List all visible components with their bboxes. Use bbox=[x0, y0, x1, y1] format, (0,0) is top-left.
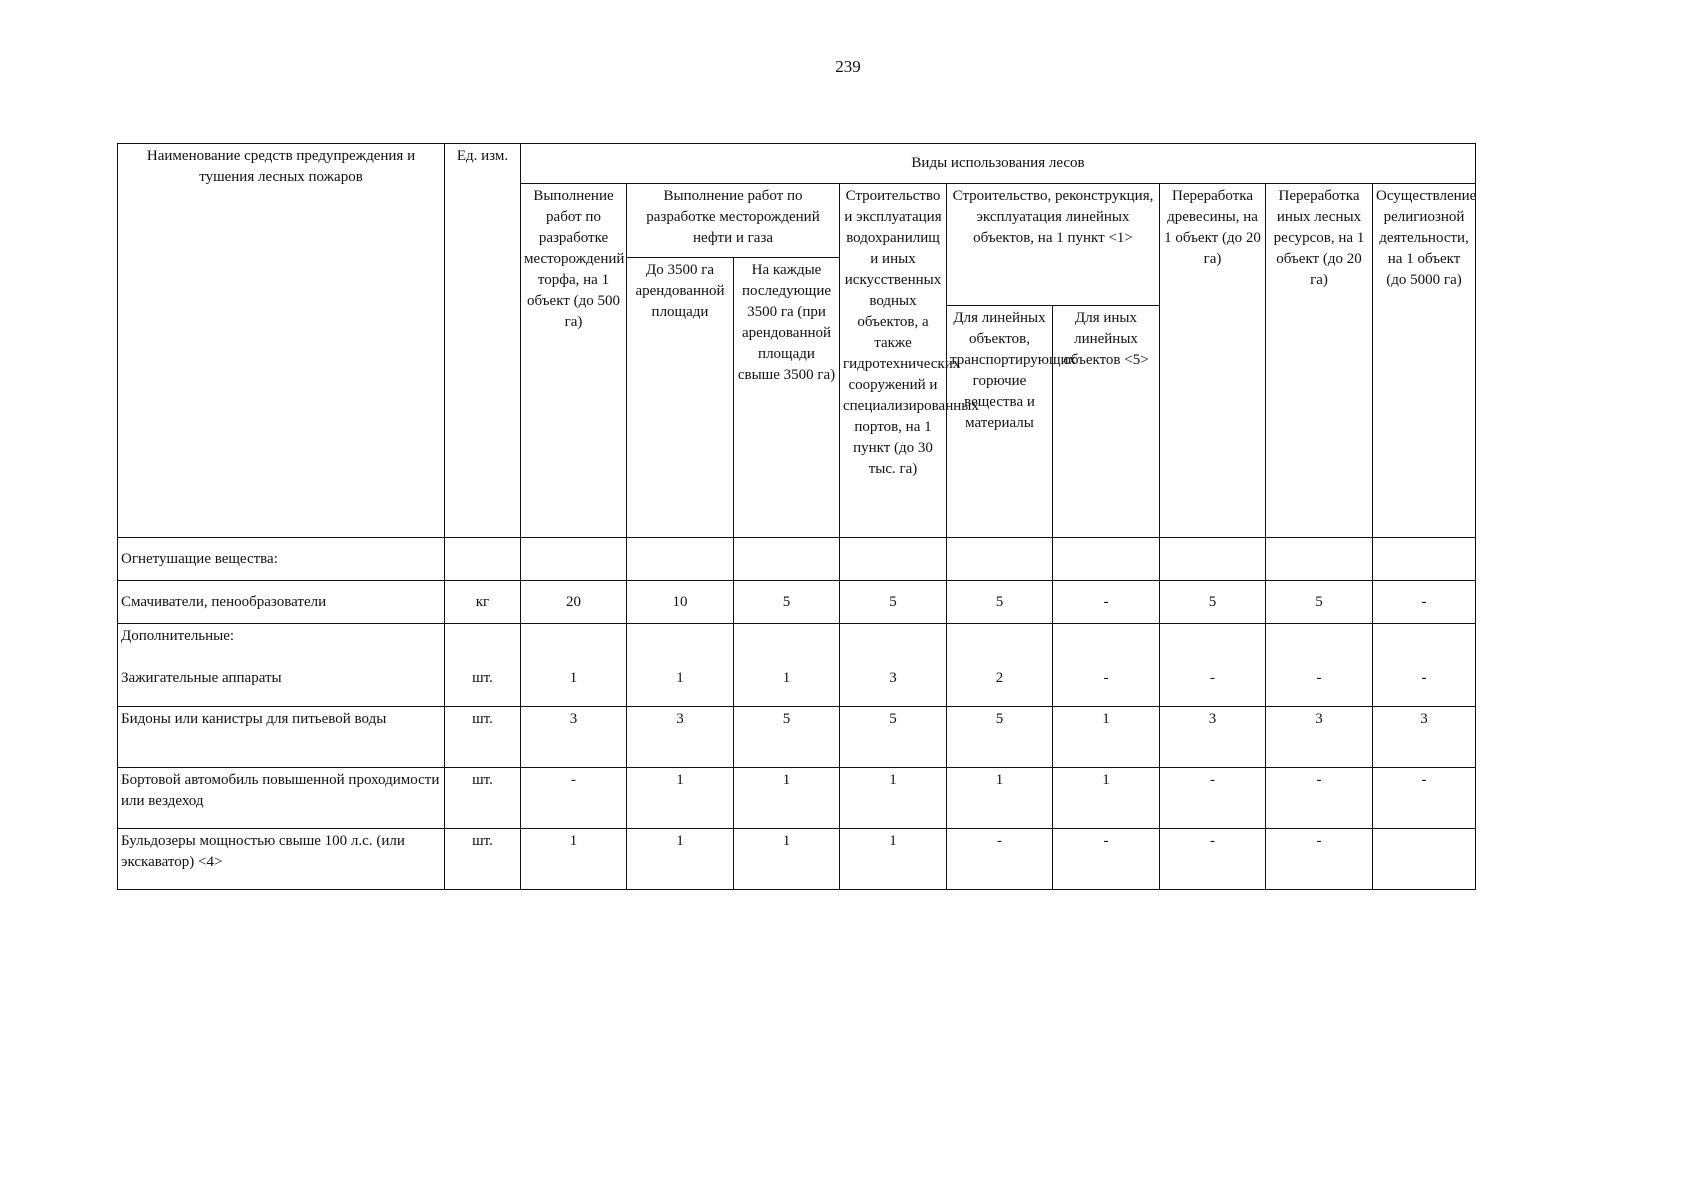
row-value: - bbox=[521, 768, 627, 829]
row-name-text: Зажигательные аппараты bbox=[121, 670, 282, 686]
row-value: 1 bbox=[627, 829, 734, 890]
row-value: 1 bbox=[734, 768, 840, 829]
row-value bbox=[1266, 538, 1373, 581]
row-value bbox=[840, 538, 947, 581]
row-value: 3 bbox=[521, 707, 627, 768]
row-value: 1 bbox=[1053, 707, 1160, 768]
row-unit: шт. bbox=[445, 707, 521, 768]
table-row bbox=[118, 768, 1476, 829]
page-number: 239 bbox=[835, 57, 861, 76]
row-unit bbox=[445, 538, 521, 581]
row-value: 5 bbox=[840, 707, 947, 768]
table-row bbox=[118, 707, 1476, 768]
row-value bbox=[734, 538, 840, 581]
row-value bbox=[947, 538, 1053, 581]
row-value: 1 bbox=[1053, 768, 1160, 829]
row-unit: шт. bbox=[445, 768, 521, 829]
row-value: 10 bbox=[627, 581, 734, 624]
row-value: 1 bbox=[627, 768, 734, 829]
row-value: 20 bbox=[521, 581, 627, 624]
row-name: Смачиватели, пенообразователи bbox=[118, 581, 445, 624]
table-row bbox=[118, 829, 1476, 890]
row-value: - bbox=[1053, 624, 1160, 707]
row-value: 5 bbox=[947, 707, 1053, 768]
row-value: - bbox=[1266, 624, 1373, 707]
row-value bbox=[1160, 538, 1266, 581]
row-value: - bbox=[1266, 829, 1373, 890]
header-name-column: Наименование средств предупреждения и тушения лесных пожаров bbox=[118, 144, 445, 538]
row-value: - bbox=[1160, 624, 1266, 707]
table-row bbox=[118, 624, 1476, 707]
row-value bbox=[521, 538, 627, 581]
header-oil-gas: Выполнение работ по разработке месторождений нефти и газа bbox=[627, 184, 840, 258]
header-linear-flammable: Для линейных объектов, транспортирующих горючие вещества и материалы bbox=[947, 306, 1053, 538]
header-linear-objects: Строительство, реконструкция, эксплуатация линейных объектов, на 1 пункт <1> bbox=[947, 184, 1160, 306]
row-value: 5 bbox=[734, 581, 840, 624]
row-value: 3 bbox=[1373, 707, 1476, 768]
row-value: 1 bbox=[734, 624, 840, 707]
table-row bbox=[118, 581, 1476, 624]
row-value bbox=[627, 538, 734, 581]
row-value: 1 bbox=[521, 624, 627, 707]
row-value: - bbox=[1373, 768, 1476, 829]
row-name: Бидоны или канистры для питьевой воды bbox=[118, 707, 445, 768]
row-value: 3 bbox=[627, 707, 734, 768]
row-value: 1 bbox=[947, 768, 1053, 829]
header-oil-gas-each-next-3500: На каждые последующие 3500 га (при арендованной площади свыше 3500 га) bbox=[734, 258, 840, 538]
row-value: 1 bbox=[521, 829, 627, 890]
row-value: - bbox=[1160, 768, 1266, 829]
row-value: 1 bbox=[840, 829, 947, 890]
row-value bbox=[1053, 538, 1160, 581]
header-religious: Осуществление религиозной деятельности, на 1 объект (до 5000 га) bbox=[1373, 184, 1476, 538]
row-value: 1 bbox=[840, 768, 947, 829]
row-value: 3 bbox=[840, 624, 947, 707]
row-value: - bbox=[1373, 581, 1476, 624]
header-reservoirs: Строительство и эксплуатация водохранилищ и иных искусственных водных объектов, а также гидротехнических сооружений и специализированных портов, на 1 пункт (до 30 тыс. га) bbox=[840, 184, 947, 538]
row-unit: шт. bbox=[445, 624, 521, 707]
row-value: - bbox=[1266, 768, 1373, 829]
additional-label: Дополнительные: bbox=[121, 628, 235, 644]
row-value: 1 bbox=[627, 624, 734, 707]
row-name: Огнетушащие вещества: bbox=[118, 538, 445, 581]
row-value: - bbox=[1053, 581, 1160, 624]
row-value: - bbox=[1373, 624, 1476, 707]
row-unit: шт. bbox=[445, 829, 521, 890]
header-wood-processing: Переработка древесины, на 1 объект (до 20 га) bbox=[1160, 184, 1266, 538]
header-peat: Выполнение работ по разработке месторождений торфа, на 1 объект (до 500 га) bbox=[521, 184, 627, 538]
row-name: Бульдозеры мощностью свыше 100 л.с. (или экскаватор) <4> bbox=[118, 829, 445, 890]
row-value: - bbox=[1053, 829, 1160, 890]
row-value: 5 bbox=[1160, 581, 1266, 624]
row-value bbox=[1373, 538, 1476, 581]
row-name: Бортовой автомобиль повышенной проходимости или вездеход bbox=[118, 768, 445, 829]
header-other-resources: Переработка иных лесных ресурсов, на 1 объект (до 20 га) bbox=[1266, 184, 1373, 538]
row-value: 5 bbox=[1266, 581, 1373, 624]
header-linear-other: Для иных линейных объектов <5> bbox=[1053, 306, 1160, 538]
fire-equipment-norms-table bbox=[117, 143, 1476, 890]
row-value: 3 bbox=[1160, 707, 1266, 768]
row-unit: кг bbox=[445, 581, 521, 624]
row-value: 5 bbox=[734, 707, 840, 768]
row-value: 2 bbox=[947, 624, 1053, 707]
header-unit-column: Ед. изм. bbox=[445, 144, 521, 538]
row-value: 1 bbox=[734, 829, 840, 890]
row-value: - bbox=[947, 829, 1053, 890]
row-value: - bbox=[1160, 829, 1266, 890]
table-row bbox=[118, 538, 1476, 581]
header-oil-gas-up-to-3500: До 3500 га арендованной площади bbox=[627, 258, 734, 538]
row-value: 5 bbox=[947, 581, 1053, 624]
row-name bbox=[118, 624, 445, 707]
header-forest-use-types: Виды использования лесов bbox=[521, 144, 1476, 184]
row-value bbox=[1373, 829, 1476, 890]
row-value: 3 bbox=[1266, 707, 1373, 768]
row-value: 5 bbox=[840, 581, 947, 624]
